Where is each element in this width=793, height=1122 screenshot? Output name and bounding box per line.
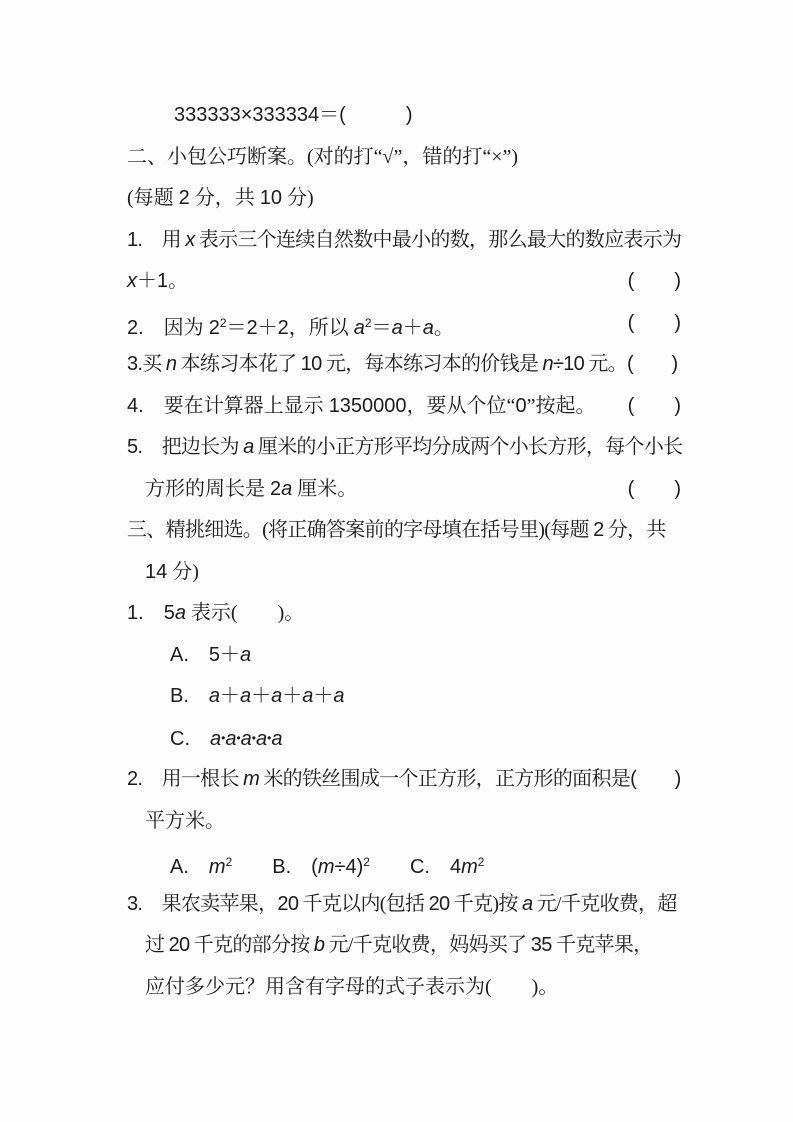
- answer-bracket: ( ): [627, 311, 681, 334]
- judge-q5-line1: 5. 把边长为 a 厘米的小正方形平均分成两个小长方形，每个小长: [127, 436, 683, 458]
- judge-q5-line2: [127, 469, 681, 511]
- judge-section-heading: 二、小包公巧断案。(对的打“√”，错的打“×”): [127, 145, 519, 168]
- choice-q1-option-a: A. 5＋a: [170, 643, 252, 666]
- judge-q3-line: 3.买 n 本练习本花了 10 元，每本练习本的价钱是 n÷10 元。( ): [127, 353, 678, 375]
- choice-section-heading-line1: 三、精挑细选。(将正确答案前的字母填在括号里)(每题 2 分，共: [127, 519, 666, 541]
- choice-q2-options: A. $m^2$ B. $(m\div 4)^2$ C. $4m^2$: [170, 855, 485, 878]
- choice-q2-line1: 2. 用一根长 m 米的铁丝围成一个正方形，正方形的面积是( ): [127, 768, 681, 790]
- choice-q1-option-b: B. a＋a＋a＋a＋a: [170, 685, 345, 707]
- choice-q3-line1: 3. 果农卖苹果，20 千克以内(包括 20 千克)按 a 元/千克收费，超: [127, 892, 677, 915]
- choice-section-heading-line2: 14 分): [145, 560, 199, 583]
- judge-q1-line2: [127, 261, 681, 303]
- answer-bracket: ( ): [627, 477, 681, 500]
- choice-q2-line2: 平方米。: [145, 809, 225, 832]
- choice-q3-line2: 过 20 千克的部分按 b 元/千克收费，妈妈买了 35 千克苹果，: [145, 934, 653, 956]
- judge-score-note: (每题 2 分，共 10 分): [127, 187, 314, 209]
- multiplication-fill-blank: 333333×333334＝( ): [174, 104, 413, 126]
- answer-bracket: ( ): [627, 394, 681, 417]
- choice-q3-line3: 应付多少元？用含有字母的式子表示为( )。: [145, 975, 559, 998]
- judge-q2-line: [127, 303, 681, 345]
- choice-q1-option-c: C. a•a•a•a•a: [170, 727, 283, 750]
- judge-q1-line1: 1. 用 x 表示三个连续自然数中最小的数，那么最大的数应表示为: [127, 228, 682, 251]
- judge-q5-continuation: 方形的周长是 2a 厘米。: [145, 477, 358, 500]
- choice-q1-stem: 1. 5a 表示( )。: [127, 602, 305, 624]
- answer-bracket: ( ): [627, 270, 681, 292]
- judge-q4-text: 4. 要在计算器上显示 1350000，要从个位“0”按起。: [127, 394, 596, 417]
- judge-q2-text: 2. 因为 $2^2=2+2$，所以 $a^2=a+a$。: [127, 315, 454, 339]
- judge-q1-continuation: x＋1。: [127, 270, 189, 292]
- judge-q4-line: [127, 386, 681, 428]
